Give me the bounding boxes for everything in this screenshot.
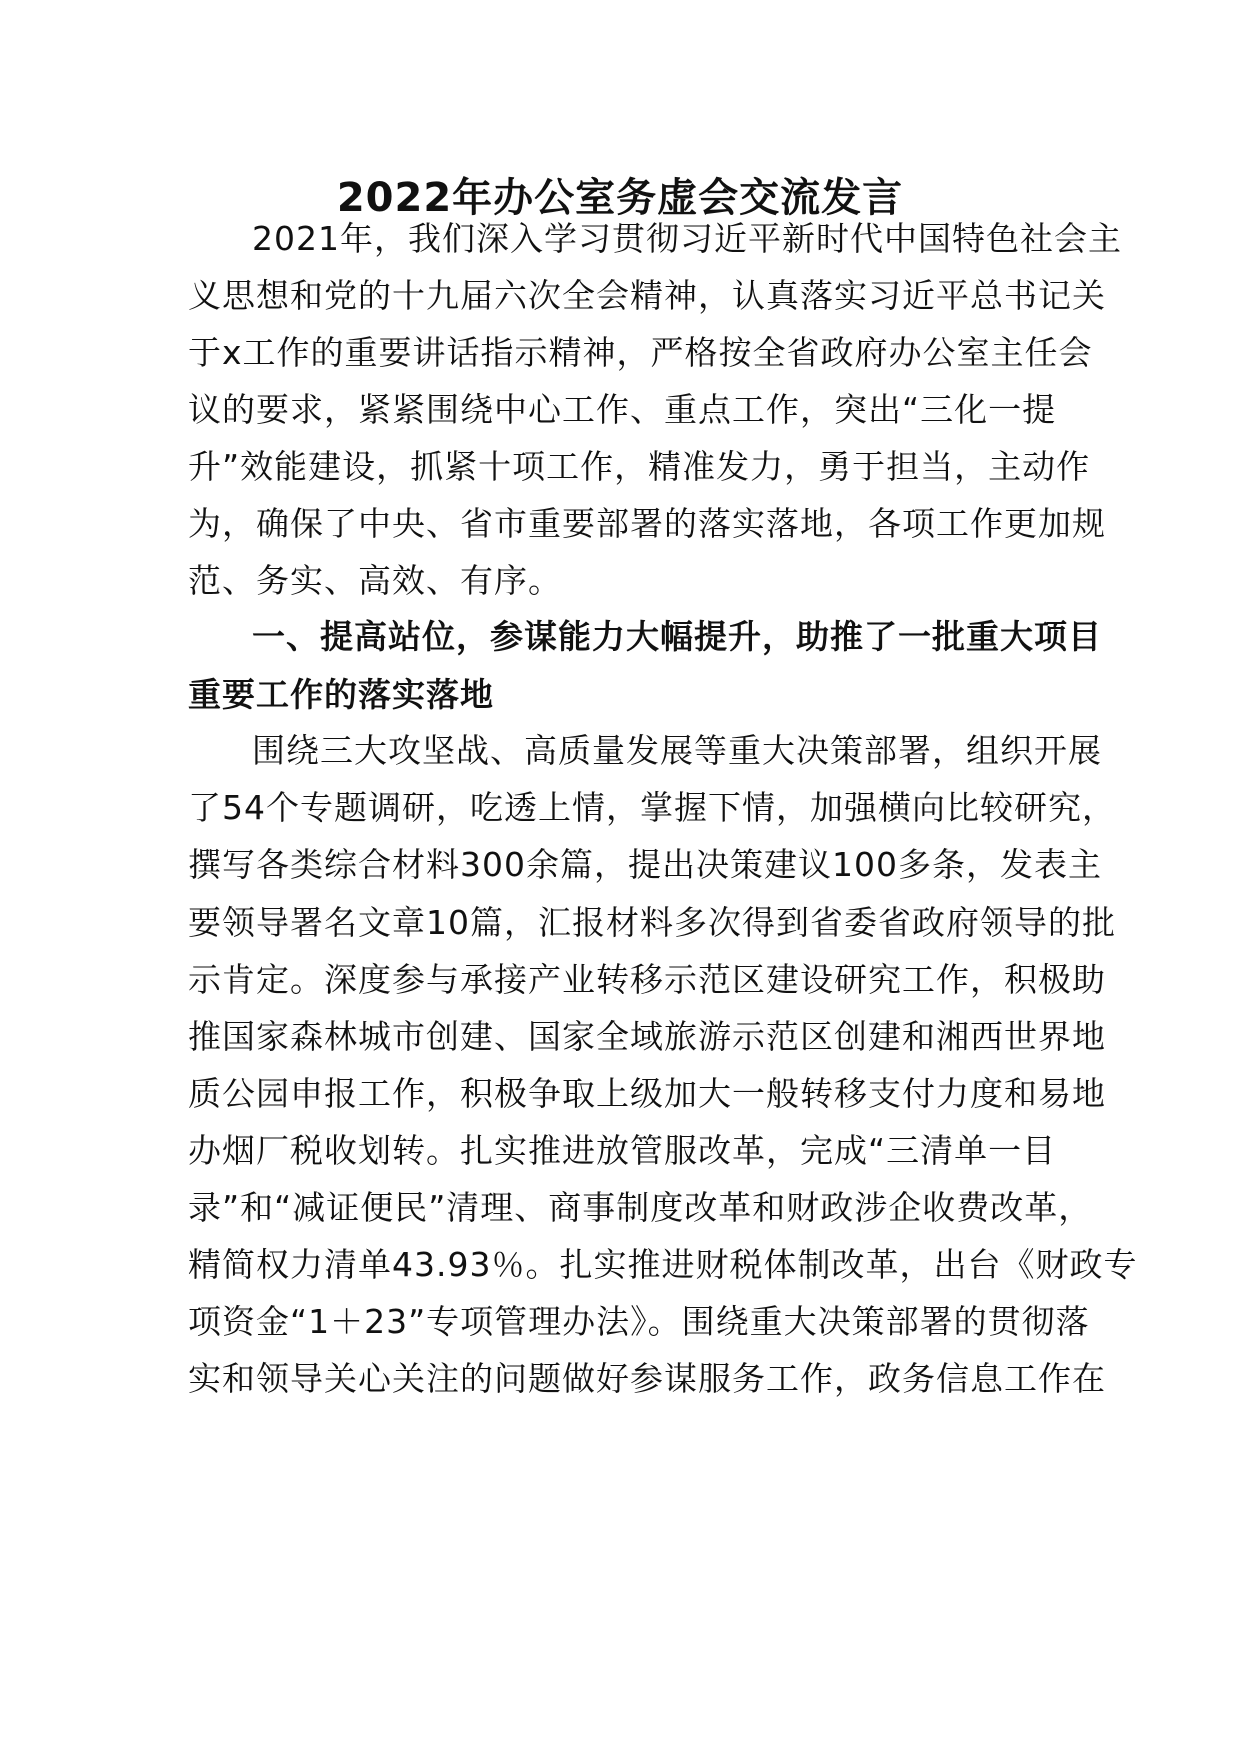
paragraph-2-line: 了54个专题调研，吃透上情，掌握下情，加强横向比较研究， — [188, 788, 1116, 827]
paragraph-2-line: 围绕三大攻坚战、高质量发展等重大决策部署，组织开展 — [252, 731, 1102, 770]
paragraph-2-line: 质公园申报工作，积极争取上级加大一般转移支付力度和易地 — [188, 1074, 1106, 1113]
paragraph-2-line: 办烟厂税收划转。扎实推进放管服改革，完成“三清单一目 — [188, 1131, 1057, 1170]
paragraph-2-line: 精简权力清单43.93％。扎实推进财税体制改革，出台《财政专 — [188, 1245, 1138, 1284]
paragraph-2-line: 项资金“1＋23”专项管理办法》。围绕重大决策部署的贯彻落 — [188, 1302, 1090, 1341]
document-title: 2022年办公室务虚会交流发言 — [336, 175, 904, 221]
paragraph-2-line: 录”和“减证便民”清理、商事制度改革和财政涉企收费改革， — [188, 1188, 1093, 1227]
paragraph-2-line: 示肯定。深度参与承接产业转移示范区建设研究工作，积极助 — [188, 960, 1106, 999]
paragraph-2-line: 推国家森林城市创建、国家全域旅游示范区创建和湘西世界地 — [188, 1017, 1106, 1056]
section-heading-line: 一、提高站位，参谋能力大幅提升，助推了一批重大项目 — [252, 617, 1102, 656]
section-heading-line: 重要工作的落实落地 — [188, 675, 494, 714]
paragraph-2-line: 要领导署名文章10篇，汇报材料多次得到省委省政府领导的批 — [188, 903, 1116, 942]
paragraph-1-line: 义思想和党的十九届六次全会精神，认真落实习近平总书记关 — [188, 276, 1106, 315]
paragraph-2-line: 撰写各类综合材料300余篇，提出决策建议100多条，发表主 — [188, 845, 1102, 884]
paragraph-1-line: 2021年，我们深入学习贯彻习近平新时代中国特色社会主 — [252, 219, 1122, 258]
paragraph-1-line: 于x工作的重要讲话指示精神，严格按全省政府办公室主任会 — [188, 333, 1093, 372]
paragraph-1-line: 升”效能建设，抓紧十项工作，精准发力，勇于担当，主动作 — [188, 447, 1091, 486]
paragraph-1-line: 范、务实、高效、有序。 — [188, 561, 562, 600]
paragraph-1-line: 议的要求，紧紧围绕中心工作、重点工作，突出“三化一提 — [188, 390, 1057, 429]
paragraph-1-line: 为，确保了中央、省市重要部署的落实落地，各项工作更加规 — [188, 504, 1106, 543]
paragraph-2-line: 实和领导关心关注的问题做好参谋服务工作，政务信息工作在 — [188, 1359, 1106, 1398]
